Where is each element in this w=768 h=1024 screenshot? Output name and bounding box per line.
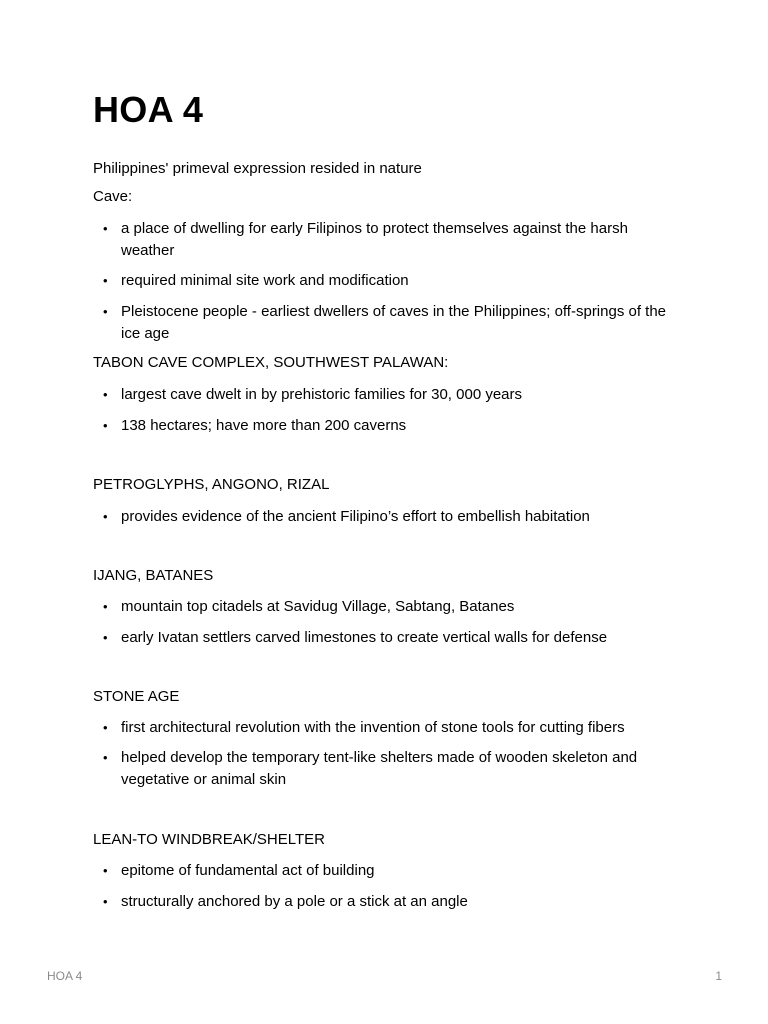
tabon-heading: TABON CAVE COMPLEX, SOUTHWEST PALAWAN: [93,354,449,371]
bullet-icon: • [103,509,108,524]
document-title: HOA 4 [93,89,204,130]
list-item [93,270,673,292]
footer-document-title: HOA 4 [47,969,83,983]
list-item [93,415,673,437]
bullet-icon: • [103,221,108,236]
list-item [93,627,673,649]
list-item-text: required minimal site work and modification [121,272,409,289]
list-item [93,301,673,345]
ijang-heading: IJANG, BATANES [93,567,214,584]
lean-to-heading: LEAN-TO WINDBREAK/SHELTER [93,831,325,848]
list-item-text: helped develop the temporary tent-like shelters made of wooden skeleton and vegetative or animal skin [121,749,638,788]
bullet-icon: • [103,273,108,288]
cave-heading: Cave: [93,188,133,205]
list-item [93,891,673,913]
list-item-text: mountain top citadels at Savidug Village, Sabtang, Batanes [121,598,515,615]
list-item-text: a place of dwelling for early Filipinos to protect themselves against the harsh weather [121,220,628,259]
list-item [93,717,673,739]
bullet-icon: • [103,304,108,319]
stone-age-heading: STONE AGE [93,688,180,705]
list-item-text: structurally anchored by a pole or a stick at an angle [121,893,468,910]
list-item-text: early Ivatan settlers carved limestones to create vertical walls for defense [121,629,608,646]
bullet-icon: • [103,599,108,614]
list-item-text: provides evidence of the ancient Filipino’s effort to embellish habitation [121,508,590,525]
list-item-text: 138 hectares; have more than 200 caverns [121,417,407,434]
list-item-text: epitome of fundamental act of building [121,862,375,879]
list-item [93,218,673,262]
list-item-text: largest cave dwelt in by prehistoric families for 30, 000 years [121,386,523,403]
bullet-icon: • [103,863,108,878]
footer-page-number: 1 [715,969,722,983]
intro-paragraph: Philippines' primeval expression resided in nature [93,160,422,177]
list-item [93,384,673,406]
bullet-icon: • [103,418,108,433]
bullet-icon: • [103,387,108,402]
bullet-icon: • [103,630,108,645]
petroglyphs-heading: PETROGLYPHS, ANGONO, RIZAL [93,476,330,493]
bullet-icon: • [103,894,108,909]
list-item [93,596,673,618]
bullet-icon: • [103,750,108,765]
bullet-icon: • [103,720,108,735]
list-item [93,506,673,528]
list-item [93,747,673,791]
list-item [93,860,673,882]
list-item-text: Pleistocene people - earliest dwellers of caves in the Philippines; off-springs of the ice age [121,303,667,342]
list-item-text: first architectural revolution with the invention of stone tools for cutting fibers [121,719,625,736]
